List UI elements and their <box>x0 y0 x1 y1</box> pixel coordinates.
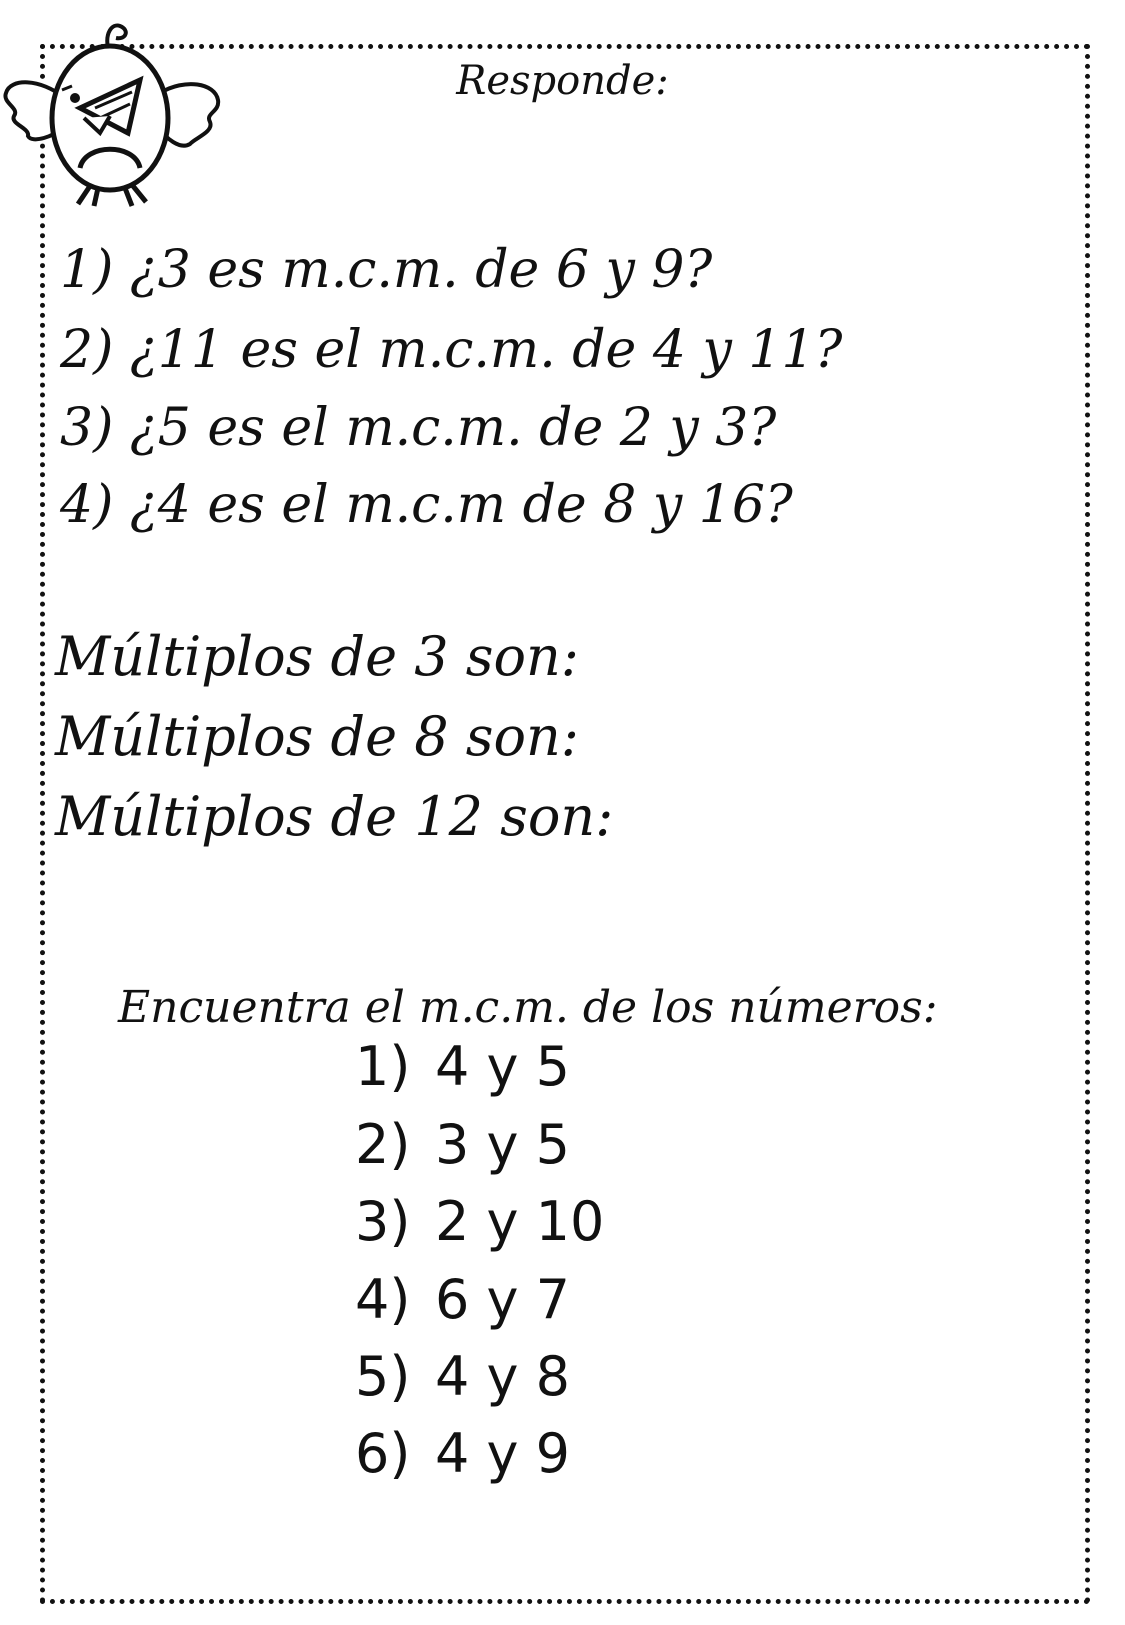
exercise-pair: 3 y 5 <box>435 1113 570 1176</box>
question-4: 4) ¿4 es el m.c.m de 8 y 16? <box>60 475 793 535</box>
exercise-pair: 6 y 7 <box>435 1268 570 1331</box>
multiples-line-8: Múltiplos de 8 son: <box>55 705 579 768</box>
exercise-number: 6) <box>355 1422 411 1485</box>
exercise-pair: 2 y 10 <box>435 1190 605 1253</box>
exercise-number: 1) <box>355 1035 411 1098</box>
exercise-number: 5) <box>355 1345 411 1408</box>
exercise-number: 3) <box>355 1190 411 1253</box>
exercise-2 <box>355 1113 570 1176</box>
exercise-3 <box>355 1190 604 1253</box>
bird-mascot-icon <box>0 8 230 208</box>
exercise-6 <box>355 1422 570 1485</box>
exercise-pair: 4 y 9 <box>435 1422 570 1485</box>
exercise-number: 4) <box>355 1268 411 1331</box>
page-title: Responde: <box>456 58 669 104</box>
question-2: 2) ¿11 es el m.c.m. de 4 y 11? <box>60 320 843 380</box>
exercise-number: 2) <box>355 1113 411 1176</box>
exercise-4 <box>355 1268 570 1331</box>
exercise-1 <box>355 1035 570 1098</box>
multiples-line-3: Múltiplos de 3 son: <box>55 625 579 688</box>
question-1: 1) ¿3 es m.c.m. de 6 y 9? <box>60 240 713 300</box>
lcm-section-title: Encuentra el m.c.m. de los números: <box>118 982 938 1033</box>
multiples-line-12: Múltiplos de 12 son: <box>55 785 614 848</box>
exercise-pair: 4 y 8 <box>435 1345 570 1408</box>
exercise-5 <box>355 1345 570 1408</box>
exercise-pair: 4 y 5 <box>435 1035 570 1098</box>
question-3: 3) ¿5 es el m.c.m. de 2 y 3? <box>60 398 777 458</box>
